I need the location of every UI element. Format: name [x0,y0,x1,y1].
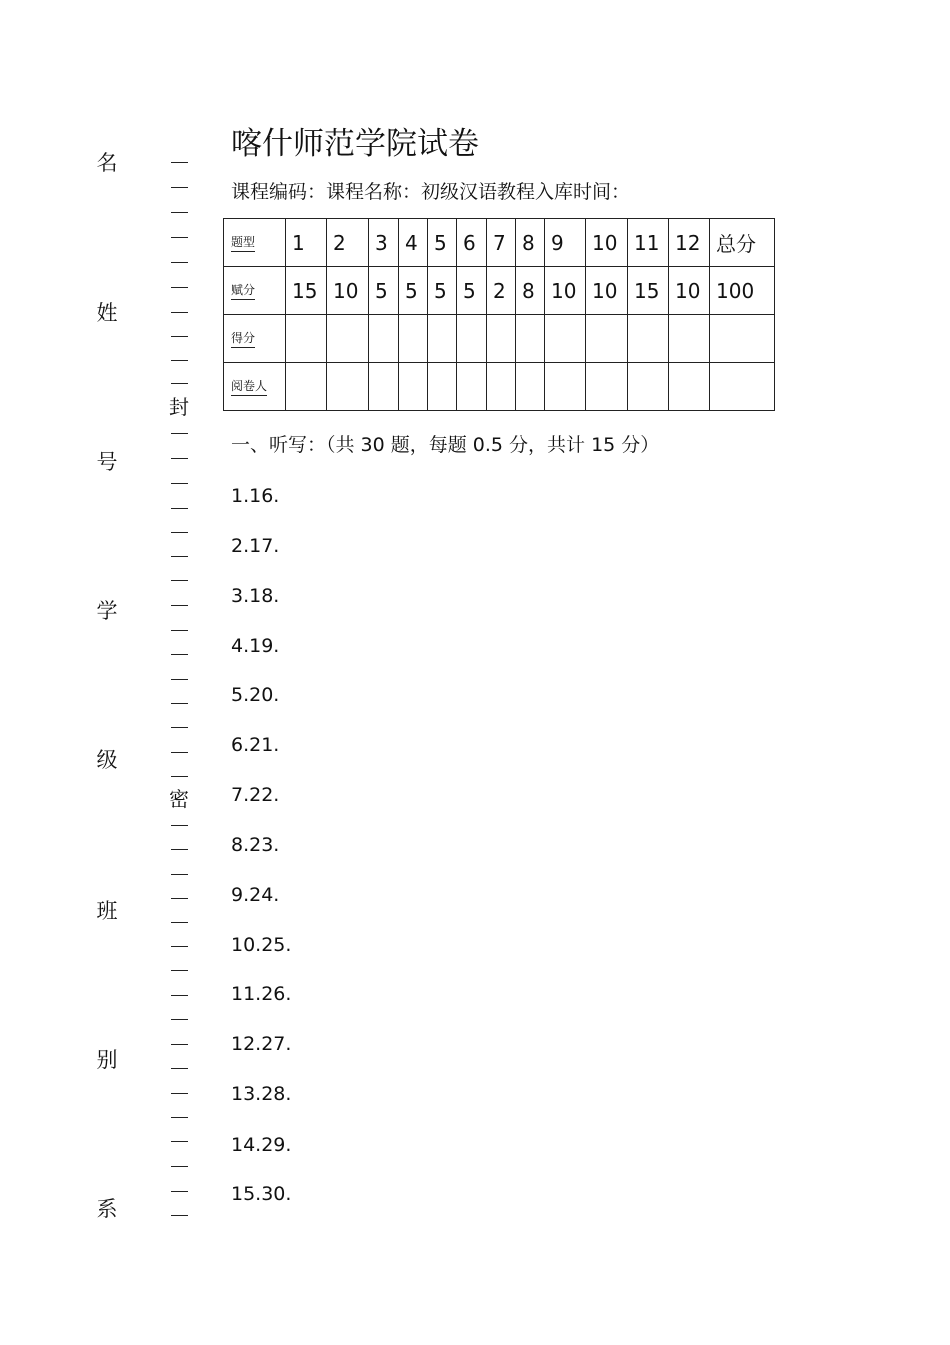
dash [171,312,188,313]
dash [171,1215,188,1216]
score-cell [628,315,669,363]
points-cell: 5 [457,267,487,315]
row-header-label: 题型 [231,235,255,252]
score-cell [428,315,457,363]
row-header-label: 阅卷人 [231,379,267,396]
points-cell: 5 [369,267,399,315]
dash [171,187,188,188]
table-row-score [224,315,775,363]
score-cell [516,315,545,363]
score-cell [286,315,327,363]
dictation-item: 6.21. [231,734,280,756]
dash [171,752,188,753]
grader-cell [545,363,586,411]
row-header [224,315,286,363]
column-number: 11 [628,219,669,267]
exam-title: 喀什师范学院试卷 [231,126,479,162]
dash [171,360,188,361]
dash [171,995,188,996]
margin-label-ming: 名 [96,151,118,175]
dash [171,898,188,899]
dash [171,970,188,971]
dash [171,1019,188,1020]
dash [171,849,188,850]
dash [171,287,188,288]
dictation-item: 7.22. [231,784,280,806]
grader-cell [516,363,545,411]
dictation-item: 13.28. [231,1083,292,1105]
dash [171,433,188,434]
dash [171,212,188,213]
grader-cell [457,363,487,411]
dash [171,1093,188,1094]
margin-label-ban: 班 [96,899,118,923]
dash [171,458,188,459]
column-number: 3 [369,219,399,267]
column-number: 4 [399,219,428,267]
points-cell: 15 [628,267,669,315]
column-number: 10 [586,219,628,267]
dictation-item: 2.17. [231,535,280,557]
grader-cell [628,363,669,411]
dictation-item: 4.19. [231,635,280,657]
dash [171,262,188,263]
grader-cell [487,363,516,411]
grader-cell [586,363,628,411]
margin-label-hao: 号 [96,450,118,474]
dictation-item: 15.30. [231,1183,292,1205]
grader-cell [428,363,457,411]
table-row-points [224,267,775,315]
row-header [224,363,286,411]
margin-label-xi: 系 [96,1197,118,1221]
course-info-line: 课程编码：课程名称：初级汉语教程入库时间： [231,181,631,203]
dash [171,1166,188,1167]
dictation-item: 10.25. [231,934,292,956]
column-total: 总分 [710,219,775,267]
dash [171,1141,188,1142]
section-heading-dictation: 一、听写：（共 30 题，每题 0.5 分，共计 15 分） [231,434,660,456]
margin-label-ji: 级 [96,748,118,772]
margin-label-bie: 别 [96,1048,118,1072]
dash [171,1117,188,1118]
dash [171,580,188,581]
dash [171,727,188,728]
points-cell: 10 [586,267,628,315]
dash [171,162,188,163]
score-cell [545,315,586,363]
grader-cell [327,363,369,411]
score-table [223,218,775,411]
dash [171,1068,188,1069]
dash [171,703,188,704]
dash [171,483,188,484]
dash [171,1044,188,1045]
table-row-question-type [224,219,775,267]
score-cell [399,315,428,363]
dictation-item: 12.27. [231,1033,292,1055]
points-cell: 10 [545,267,586,315]
dash [171,825,188,826]
dash [171,946,188,947]
dictation-item: 14.29. [231,1134,292,1156]
dash [171,508,188,509]
dash [171,237,188,238]
dash [171,776,188,777]
dictation-item: 8.23. [231,834,280,856]
score-cell [327,315,369,363]
dash [171,922,188,923]
dash [171,532,188,533]
dictation-item: 9.24. [231,884,280,906]
column-number: 5 [428,219,457,267]
points-cell: 10 [327,267,369,315]
grader-cell [286,363,327,411]
column-number: 2 [327,219,369,267]
column-number: 7 [487,219,516,267]
score-cell [586,315,628,363]
score-cell [710,315,775,363]
score-cell [487,315,516,363]
score-cell [369,315,399,363]
column-number: 1 [286,219,327,267]
column-number: 12 [669,219,710,267]
grader-cell [710,363,775,411]
table-row-grader [224,363,775,411]
points-cell: 10 [669,267,710,315]
points-cell: 5 [428,267,457,315]
seal-mark-mi: 密 [169,787,189,811]
column-number: 6 [457,219,487,267]
row-header-label: 赋分 [231,283,255,300]
seal-mark-feng: 封 [169,395,189,419]
column-number: 9 [545,219,586,267]
points-cell: 15 [286,267,327,315]
column-number: 8 [516,219,545,267]
margin-label-xing: 姓 [96,301,118,325]
dictation-item: 11.26. [231,983,292,1005]
row-header-label: 得分 [231,331,255,348]
dash [171,336,188,337]
row-header [224,219,286,267]
points-cell: 2 [487,267,516,315]
dash [171,1191,188,1192]
dash [171,383,188,384]
dictation-item: 1.16. [231,485,280,507]
dash [171,679,188,680]
points-cell: 5 [399,267,428,315]
score-cell [457,315,487,363]
points-cell: 8 [516,267,545,315]
row-header [224,267,286,315]
dash [171,874,188,875]
dash [171,605,188,606]
dictation-item: 5.20. [231,684,280,706]
grader-cell [669,363,710,411]
dash [171,556,188,557]
dash [171,630,188,631]
grader-cell [369,363,399,411]
points-total-cell: 100 [710,267,775,315]
dictation-item: 3.18. [231,585,280,607]
grader-cell [399,363,428,411]
dash [171,654,188,655]
score-cell [669,315,710,363]
margin-label-xue: 学 [96,599,118,623]
